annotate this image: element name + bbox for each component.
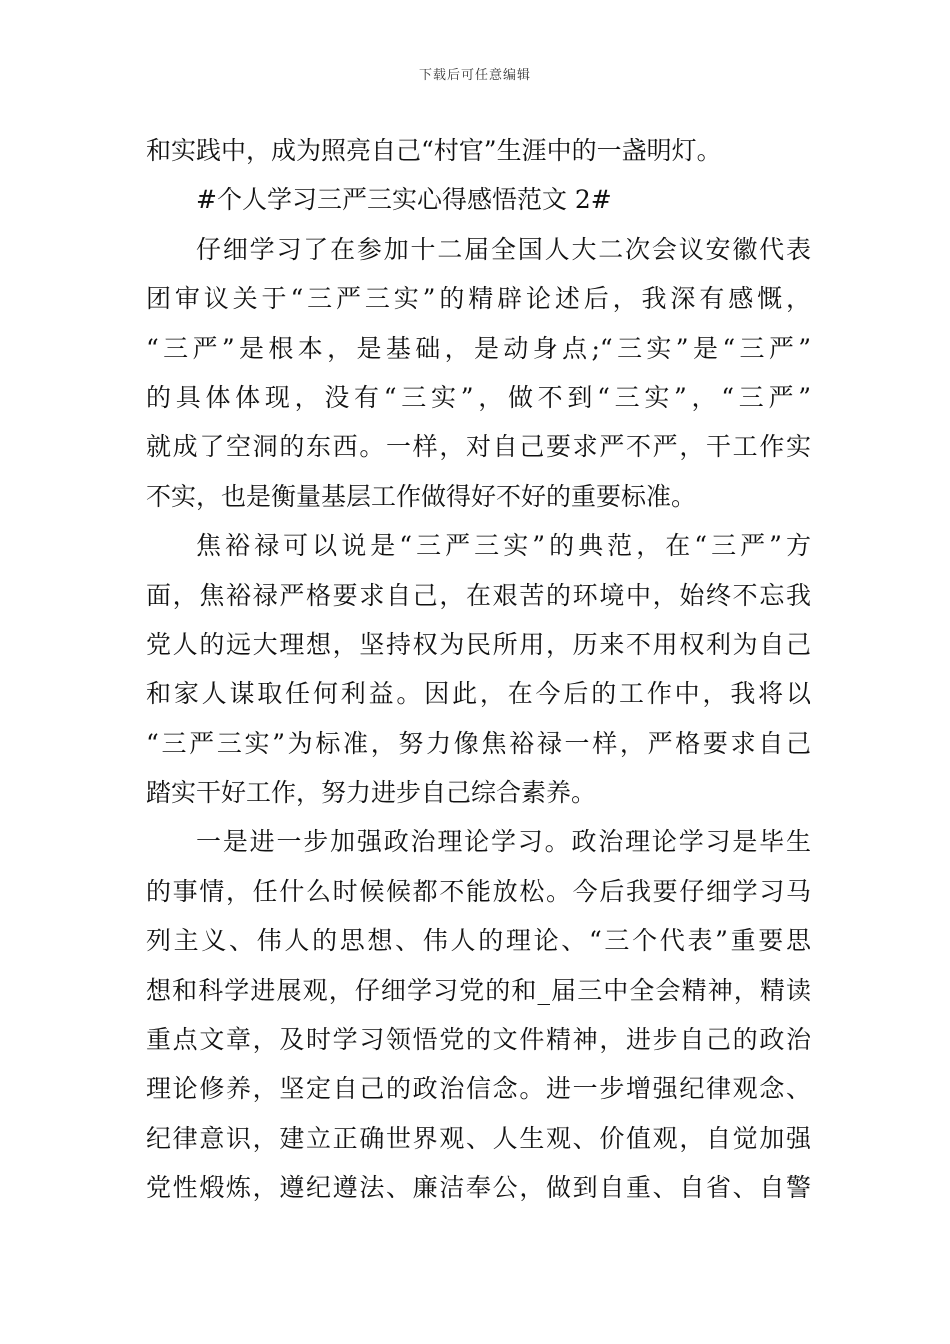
text-line: 仔细学习了在参加十二届全国人大二次会议安徽代表 bbox=[196, 234, 811, 264]
text-line: 想和科学进展观，仔细学习党的和_届三中全会精神，精读 bbox=[146, 975, 811, 1005]
text-line: 重点文章，及时学习领悟党的文件精神，进步自己的政治 bbox=[146, 1025, 811, 1055]
text-line: 纪律意识，建立正确世界观、人生观、价值观，自觉加强 bbox=[146, 1123, 811, 1153]
text-line: “三严三实”为标准，努力像焦裕禄一样，严格要求自己 bbox=[146, 728, 811, 758]
text-line: 不实，也是衡量基层工作做得好不好的重要标准。 bbox=[146, 481, 697, 511]
text-line: 焦裕禄可以说是“三严三实”的典范，在“三严”方 bbox=[196, 531, 811, 561]
text-line: 列主义、伟人的思想、伟人的理论、“三个代表”重要思 bbox=[146, 926, 811, 956]
text-line: #个人学习三严三实心得感悟范文 2# bbox=[196, 185, 612, 215]
text-line: 的具体体现，没有“三实”，做不到“三实”，“三严” bbox=[146, 382, 811, 412]
text-line: 党人的远大理想，坚持权为民所用，历来不用权利为自己 bbox=[146, 629, 811, 659]
text-line: 党性煅炼，遵纪遵法、廉洁奉公，做到自重、自省、自警 bbox=[146, 1173, 811, 1203]
document-body bbox=[146, 126, 811, 1213]
text-line: 就成了空洞的东西。一样，对自己要求严不严，干工作实 bbox=[146, 432, 811, 462]
text-line: 踏实干好工作，努力进步自己综合素养。 bbox=[146, 778, 597, 808]
page-header: 下载后可任意编辑 bbox=[418, 68, 531, 83]
text-line: 面，焦裕禄严格要求自己，在艰苦的环境中，始终不忘我 bbox=[146, 580, 811, 610]
text-line: “三严”是根本，是基础，是动身点;“三实”是“三严” bbox=[146, 333, 811, 363]
text-line: 团审议关于“三严三实”的精辟论述后，我深有感慨， bbox=[146, 284, 811, 314]
text-line: 的事情，任什么时候候都不能放松。今后我要仔细学习马 bbox=[146, 876, 811, 906]
text-line: 一是进一步加强政治理论学习。政治理论学习是毕生 bbox=[196, 827, 811, 857]
text-line: 和实践中，成为照亮自己“村官”生涯中的一盏明灯。 bbox=[146, 136, 722, 165]
text-line: 和家人谋取任何利益。因此，在今后的工作中，我将以 bbox=[146, 679, 811, 709]
text-line: 理论修养，坚定自己的政治信念。进一步增强纪律观念、 bbox=[146, 1074, 811, 1104]
